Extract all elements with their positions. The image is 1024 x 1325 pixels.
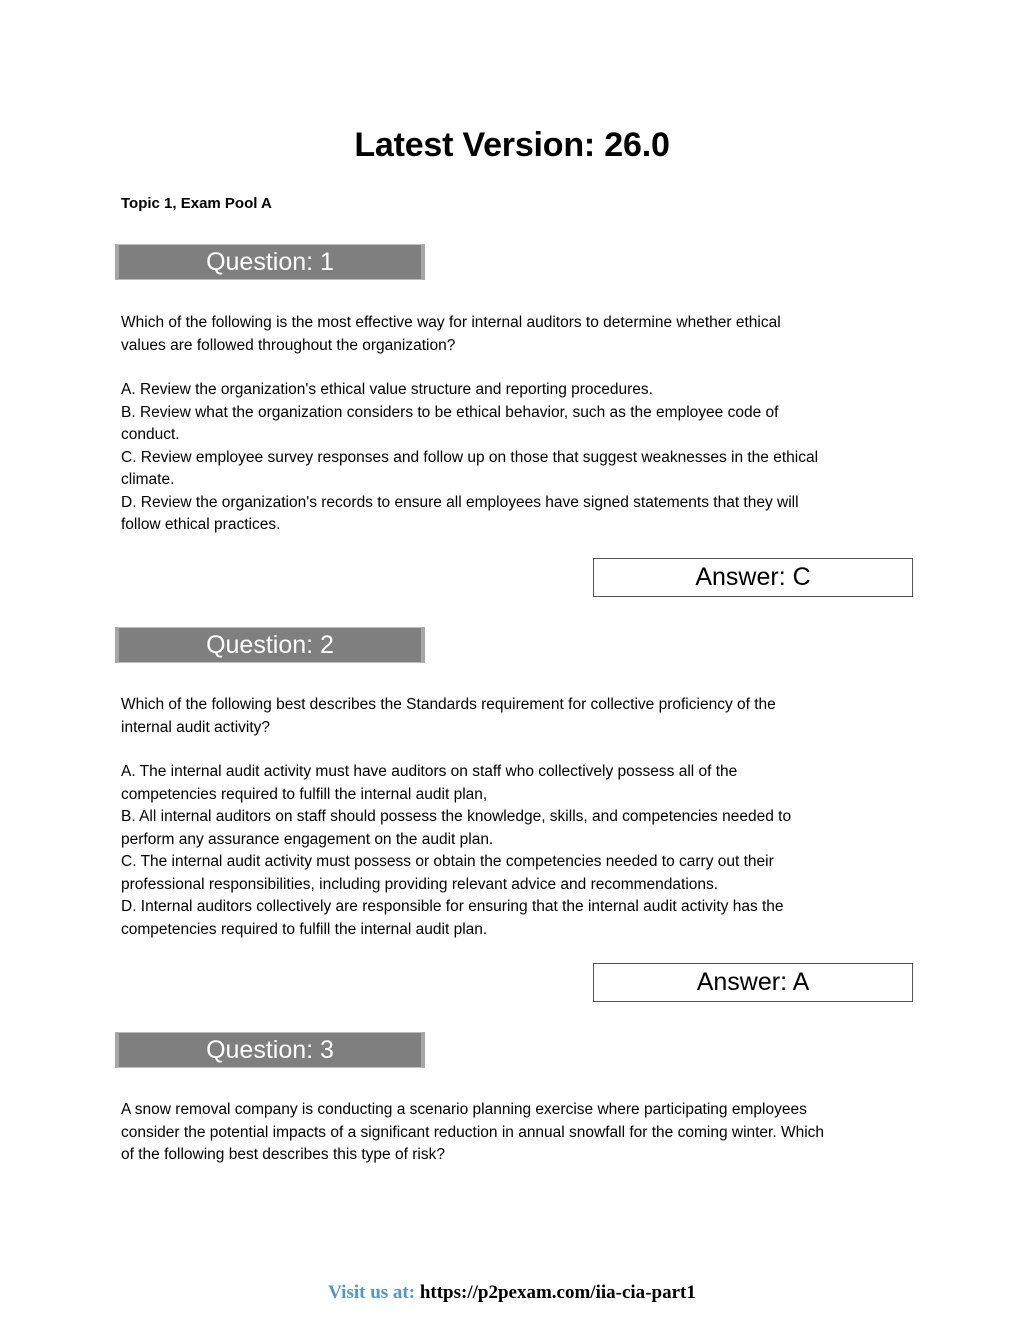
option-line: professional responsibilities, including providing relevant advice and recommendations. bbox=[121, 875, 719, 893]
option-line: A. The internal audit activity must have auditors on staff who collectively possess all of the bbox=[121, 763, 738, 780]
question-3-badge bbox=[115, 1032, 425, 1068]
question-2-label: Question: 2 bbox=[206, 631, 334, 659]
question-text-line: of the following best describes this type of risk? bbox=[121, 1146, 445, 1163]
option-line: competencies required to fulfill the internal audit plan, bbox=[121, 785, 488, 803]
page-title: Latest Version: 26.0 bbox=[354, 126, 670, 164]
question-1-badge bbox=[115, 244, 425, 280]
option-line: C. Review employee survey responses and follow up on those that suggest weaknesses in the ethical bbox=[121, 448, 819, 466]
option-line: B. All internal auditors on staff should possess the knowledge, skills, and competencies needed to bbox=[121, 808, 792, 825]
question-2-text bbox=[121, 694, 911, 739]
question-2-answer: Answer: A bbox=[593, 963, 913, 1002]
question-text-line: consider the potential impacts of a significant reduction in annual snowfall for the coming winter. Which bbox=[121, 1123, 825, 1141]
question-1-text bbox=[121, 312, 911, 357]
option-line: perform any assurance engagement on the audit plan. bbox=[121, 830, 494, 848]
question-2-options bbox=[121, 761, 911, 941]
question-3-text bbox=[121, 1099, 911, 1167]
question-text-line: Which of the following is the most effective way for internal auditors to determine whether ethical bbox=[121, 314, 781, 331]
option-line: A. Review the organization's ethical value structure and reporting procedures. bbox=[121, 381, 653, 398]
page-footer bbox=[0, 1282, 1024, 1304]
option-line: conduct. bbox=[121, 426, 180, 443]
option-line: C. The internal audit activity must possess or obtain the competencies needed to carry out their bbox=[121, 853, 774, 870]
question-text-line: internal audit activity? bbox=[121, 718, 271, 736]
option-line: B. Review what the organization considers to be ethical behavior, such as the employee code of bbox=[121, 403, 779, 421]
option-line: competencies required to fulfill the internal audit plan. bbox=[121, 920, 488, 938]
question-2-badge bbox=[115, 627, 425, 663]
question-1-answer: Answer: C bbox=[593, 558, 913, 597]
option-line: D. Internal auditors collectively are responsible for ensuring that the internal audit activity has the bbox=[121, 898, 784, 915]
option-line: follow ethical practices. bbox=[121, 516, 281, 533]
footer-url-link[interactable]: https://p2pexam.com/iia-cia-part1 bbox=[419, 1282, 696, 1303]
option-line: climate. bbox=[121, 471, 175, 488]
option-line: D. Review the organization's records to ensure all employees have signed statements that they will bbox=[121, 493, 799, 511]
question-1-options bbox=[121, 379, 911, 537]
question-text-line: Which of the following best describes the Standards requirement for collective proficiency of the bbox=[121, 696, 776, 713]
question-3-label: Question: 3 bbox=[206, 1036, 334, 1064]
topic-heading: Topic 1, Exam Pool A bbox=[121, 195, 272, 212]
question-1-label: Question: 1 bbox=[206, 248, 334, 276]
footer-visit-label: Visit us at: bbox=[328, 1282, 416, 1303]
question-text-line: values are followed throughout the organization? bbox=[121, 336, 456, 354]
question-text-line: A snow removal company is conducting a scenario planning exercise where participating employees bbox=[121, 1101, 807, 1118]
